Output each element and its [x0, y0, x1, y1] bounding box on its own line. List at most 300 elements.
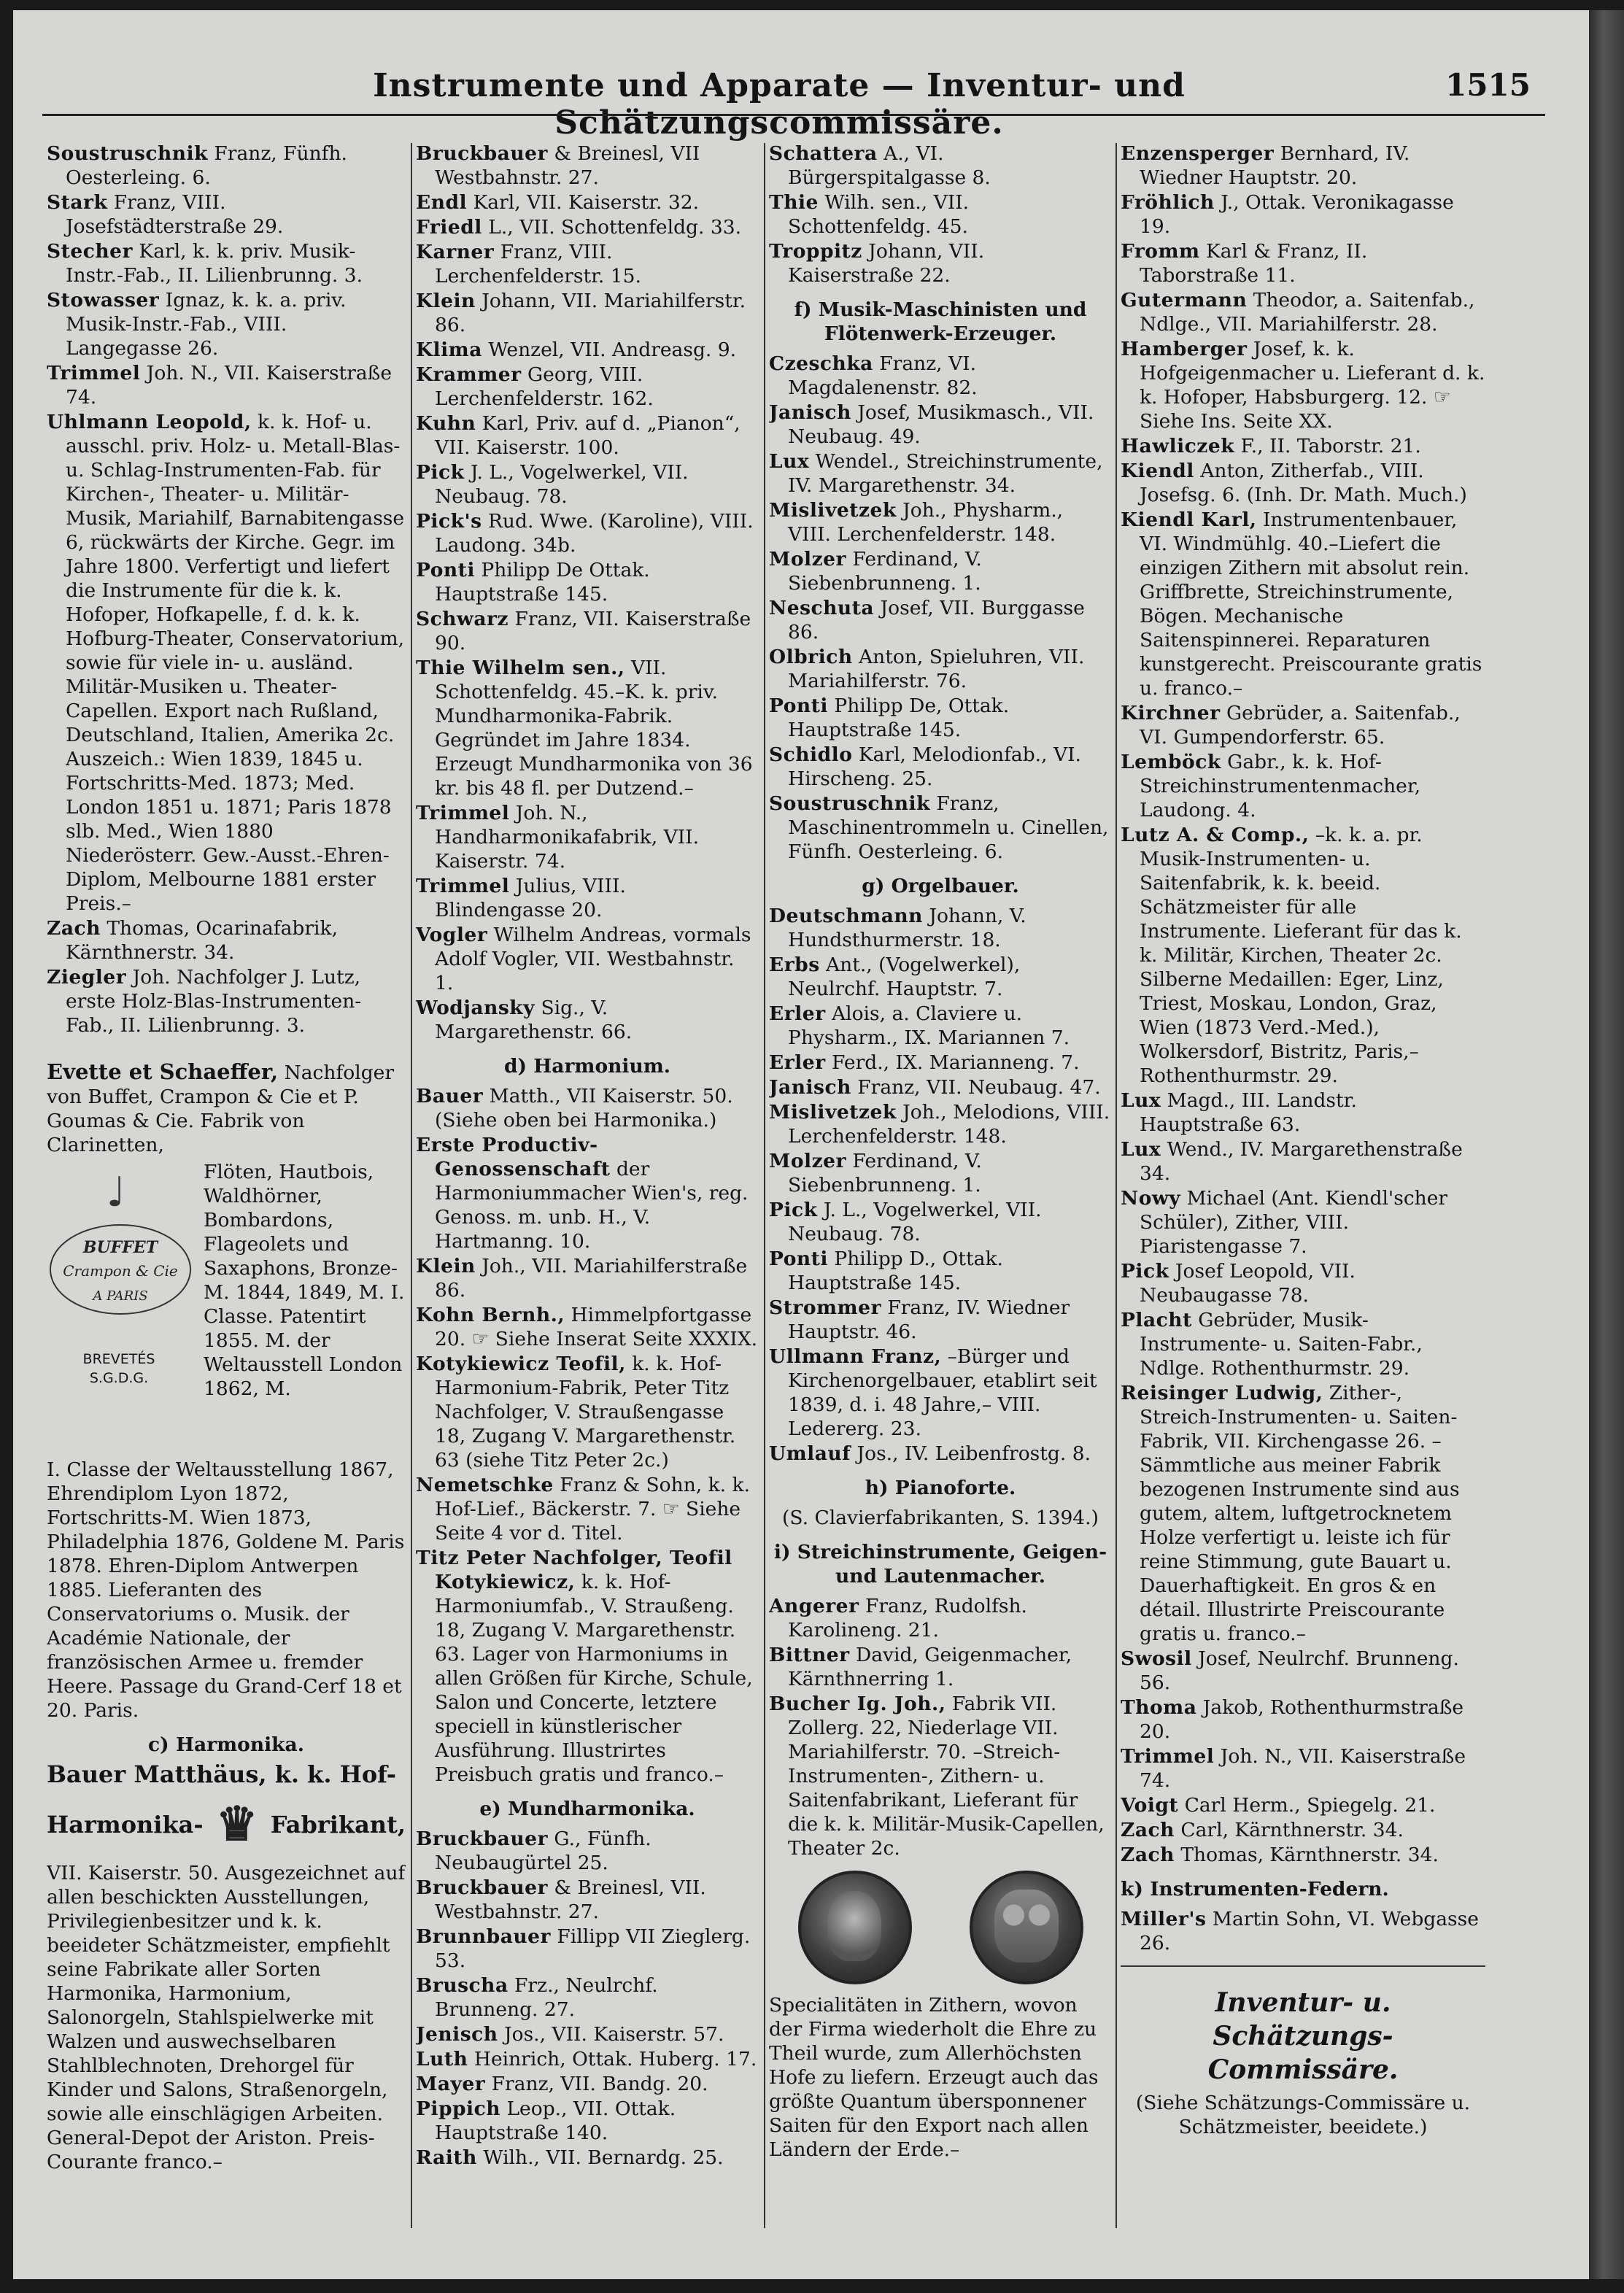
entry-name: Hawliczek [1121, 435, 1235, 457]
entry-text: Franz, VII. Kaiserstraße 90. [435, 608, 751, 654]
entry-list [769, 904, 1112, 1466]
list-item [416, 338, 759, 362]
entry-text: Julius, VIII. Blindengasse 20. [435, 875, 626, 921]
list-item [416, 460, 759, 509]
entry-text: Thomas, Kärnthnerstr. 34. [1174, 1844, 1439, 1866]
entry-text: Gebrüder, a. Saitenfab., VI. Gumpendorferstr. 65. [1140, 702, 1461, 749]
column-1 [47, 142, 406, 2235]
entry-name: Mislivetzek [769, 499, 897, 522]
entry-name: Lux [1121, 1138, 1161, 1161]
logo-line: BUFFET [82, 1238, 158, 1257]
entry-name: Ponti [769, 695, 828, 717]
entry-name: Kiendl [1121, 460, 1194, 482]
entry-name: Trimmel [47, 362, 141, 384]
entry-name: Enzensperger [1121, 142, 1275, 165]
entry-text: Nachfolger von Buffet, Crampon & Cie et P. Goumas & Cie. Fabrik von Clarinetten, [47, 1062, 395, 1156]
entry-list [416, 1827, 759, 2170]
list-item [416, 411, 759, 460]
entry-text: Franz & Sohn, k. k. Hof-Lief., Bäckerstr. 7. ☞ Siehe Seite 4 vor d. Titel. [435, 1474, 750, 1544]
list-item [416, 509, 759, 557]
entry-text: Michael (Ant. Kiendl'scher Schüler), Zither, VIII. Piaristengasse 7. [1140, 1187, 1448, 1258]
entry-text: Franz, VII. Neubaug. 47. [851, 1076, 1101, 1099]
entry-name: Bruckbauer [416, 1876, 548, 1899]
entry-text: Wilh., VII. Bernardg. 25. [476, 2146, 724, 2169]
entry-name: Thie [769, 191, 819, 214]
entry-text: Jakob, Rothenthurmstraße 20. [1140, 1696, 1464, 1743]
entry-list [769, 352, 1112, 864]
list-item [769, 1345, 1112, 1441]
entry-name: Reisinger Ludwig, [1121, 1382, 1323, 1404]
list-item [769, 694, 1112, 742]
entry-text: Franz, VII. Bandg. 20. [485, 2073, 708, 2095]
entry-text: Martin Sohn, VI. Webgasse 26. [1140, 1908, 1479, 1954]
list-item [1121, 288, 1485, 336]
bauer-title-line: Fabrikant, [270, 1810, 406, 1838]
list-item [47, 190, 406, 239]
entry-text: Josef, k. k. Hofgeigenmacher u. Lieferant d. k. k. Hofoper, Habsburgerg. 12. ☞ Siehe Ins. Seite XX. [1140, 338, 1485, 433]
section-heading: i) Streichinstrumente, Geigen- und Lautenmacher. [773, 1541, 1107, 1588]
entry-name: Zach [1121, 1819, 1175, 1841]
entry-text: Philipp D., Ottak. Hauptstraße 145. [788, 1248, 1003, 1294]
entry-name: Angerer [769, 1595, 859, 1617]
list-item [416, 289, 759, 337]
list-item [416, 874, 759, 922]
list-item [416, 1546, 759, 1787]
logo-line: S.G.D.G. [89, 1370, 149, 1386]
entry-text: J. L., Vogelwerkel, VII. Neubaug. 78. [788, 1199, 1042, 1245]
list-item [416, 2146, 759, 2170]
entry-text: Wilh. sen., VII. Schottenfeldg. 45. [788, 191, 970, 238]
list-item [416, 2047, 759, 2071]
entry-name: Raith [416, 2146, 477, 2169]
entry-text: Rud. Wwe. (Karoline), VIII. Laudong. 34b. [435, 510, 754, 557]
list-item [1121, 190, 1485, 239]
list-item [47, 142, 406, 190]
list-item [1121, 1818, 1485, 1842]
entry-name: Ullmann Franz, [769, 1345, 942, 1368]
page-edge [1589, 10, 1624, 2279]
portrait-medal-icon [798, 1871, 912, 1984]
list-item [416, 801, 759, 873]
spacer [47, 1038, 406, 1060]
entry-name: Pippich [416, 2097, 501, 2120]
section-heading: f) Musik-Maschinisten und Flötenwerk-Erzeuger. [794, 298, 1087, 345]
entry-text: Franz, VI. Magdalenenstr. 82. [788, 352, 978, 399]
entry-text: Fabrik VII. Zollerg. 22, Niederlage VII. Mariahilferstr. 70. –Streich-Instrumenten-, Zithern- u. Saitenfabrikant, Lieferant für die k. k. Militär-Musik-Capellen, Theater 2c. [788, 1693, 1105, 1860]
logo-line: BREVETÉS [82, 1351, 155, 1367]
bauer-title-line: Harmonika- [47, 1810, 204, 1838]
entry-text: Alois, a. Claviere u. Physharm., IX. Mariannen 7. [788, 1002, 1070, 1049]
brevetes-mark [50, 1350, 188, 1388]
entry-text: Joh. N., VII. Kaiserstraße 74. [66, 362, 393, 409]
entry-text: der Harmoniummacher Wien's, reg. Genoss. m. unb. H., V. Hartmanng. 10. [435, 1158, 749, 1253]
entry-text: Sig., V. Margarethenstr. 66. [435, 997, 633, 1043]
entry-name: Pick [416, 461, 465, 484]
entry-name: Wodjansky [416, 997, 535, 1019]
entry-name: Erste Productiv-Genossenschaft [416, 1134, 611, 1180]
entry-name: Czeschka [769, 352, 873, 375]
buffet-logo [47, 1160, 196, 1452]
entry-text: Josef, VII. Burggasse 86. [788, 597, 1085, 643]
entry-text: Wend., IV. Margarethenstraße 34. [1140, 1138, 1463, 1185]
entry-text: J., Ottak. Veronikagasse 19. [1140, 191, 1454, 238]
list-item [47, 361, 406, 409]
entry-text: Wenzel, VII. Andreasg. 9. [482, 339, 737, 361]
section-heading: h) Pianoforte. [865, 1477, 1016, 1499]
page-number: 1515 [1445, 67, 1531, 103]
list-item [416, 363, 759, 411]
list-item [1121, 434, 1485, 458]
entry-text: Heinrich, Ottak. Huberg. 17. [468, 2048, 757, 2070]
entry-text: k. k. Hof-Harmonium-Fabrik, Peter Titz Nachfolger, V. Straußengasse 18, Zugang V. Margarethenstr. 63 (siehe Titz Peter 2c.) [435, 1353, 736, 1472]
section-heading: c) Harmonika. [148, 1733, 304, 1756]
big-heading: Inventur- u. Schätzungs-Commissäre. [1207, 1987, 1399, 2085]
entry-text: Instrumentenbauer, VI. Windmühlg. 40.–Liefert die einzigen Zithern mit absolut rein. Griffbrette, Streichinstrumente, Bögen. Mechanische Saitenspinnerei. Reparaturen kunstgerecht. Preiscourante gratis u. franco.– [1140, 509, 1482, 700]
list-item [416, 1473, 759, 1545]
entry-name: Schidlo [769, 743, 853, 766]
directory-page [13, 10, 1589, 2279]
entry-text: Karl, VII. Kaiserstr. 32. [467, 191, 700, 214]
entry-list [416, 142, 759, 1044]
logo-line: Crampon & Cie [63, 1262, 178, 1280]
entry-text: Frz., Neulrchf. Brunneng. 27. [435, 1974, 658, 2021]
list-item [416, 923, 759, 995]
list-item [769, 142, 1112, 190]
entry-name: Ponti [416, 559, 475, 581]
list-item [1121, 823, 1485, 1088]
list-item [416, 996, 759, 1044]
section-note: (S. Clavierfabrikanten, S. 1394.) [782, 1507, 1099, 1529]
entry-list [47, 142, 406, 1037]
entry-name: Luth [416, 2048, 468, 2070]
list-item [1121, 1744, 1485, 1793]
list-item [47, 916, 406, 964]
list-item [1121, 1695, 1485, 1744]
entry-name: Ziegler [47, 966, 127, 989]
entry-name: Klein [416, 290, 476, 312]
list-item [416, 142, 759, 190]
entry-name: Deutschmann [769, 905, 923, 927]
entry-text: Johann, VII. Mariahilferstr. 86. [435, 290, 746, 336]
entry-text: Flöten, Hautbois, Waldhörner, Bombardons, Flageolets und Saxaphons, Bronze-M. 1844, 1849, M. I. Classe. Patentirt 1855. M. der Weltausstell London 1862, M. [204, 1161, 405, 1400]
entry-name: Soustruschnik [769, 792, 930, 815]
list-item [416, 1876, 759, 1924]
list-item [769, 904, 1112, 952]
list-item [769, 352, 1112, 400]
entry-text: Jos., IV. Leibenfrostg. 8. [851, 1442, 1091, 1465]
list-item [769, 792, 1112, 864]
entry-text: Matth., VII Kaiserstr. 50. (Siehe oben bei Harmonika.) [435, 1085, 733, 1132]
list-item [416, 607, 759, 655]
entry-name: Troppitz [769, 240, 862, 263]
entry-name: Nemetschke [416, 1474, 554, 1496]
entry-text: Ferdinand, V. Siebenbrunneng. 1. [788, 548, 982, 595]
list-item [1121, 1259, 1485, 1307]
entry-text: Joh. Nachfolger J. Lutz, erste Holz-Blas-Instrumenten-Fab., II. Lilienbrunng. 3. [66, 966, 362, 1037]
entry-text: Karl, k. k. priv. Musik-Instr.-Fab., II. Lilienbrunng. 3. [66, 240, 363, 287]
column-rule [1115, 143, 1117, 2228]
entry-name: Miller's [1121, 1908, 1207, 1930]
list-item [1121, 337, 1485, 433]
entry-text: Himmelpfortgasse 20. ☞ Siehe Inserat Seite XXXIX. [435, 1304, 758, 1350]
entry-text: Franz, IV. Wiedner Hauptstr. 46. [788, 1296, 1070, 1343]
list-item [416, 190, 759, 214]
entry-name: Bauer [416, 1085, 484, 1107]
list-item [416, 2097, 759, 2145]
list-item [1121, 1089, 1485, 1137]
entry-name: Erler [769, 1002, 826, 1025]
entry-text: Franz, Rudolfsh. Karolineng. 21. [788, 1595, 1027, 1642]
entry-text: k. k. Hof-Harmoniumfab., V. Straußeng. 18, Zugang V. Margarethenstr. 63. Lager von Harmoniums in allen Größen für Kirche, Schule, Salon und Concerte, letztere speciell in künstlerischer Ausführung. Illustrirtes Preisbuch gratis und franco.– [435, 1571, 753, 1786]
entry-name: Karner [416, 241, 495, 263]
list-item [769, 401, 1112, 449]
list-item [1121, 1137, 1485, 1186]
entry-text: VII. Schottenfeldg. 45.–K. k. priv. Mundharmonika-Fabrik. Gegründet im Jahre 1834. Erzeugt Mundharmonika von 36 kr. bis 48 fl. per Dutzend.– [435, 657, 753, 800]
entry-name: Soustruschnik [47, 142, 208, 165]
column-4 [1121, 142, 1485, 2235]
list-item [416, 1925, 759, 1973]
column-2 [416, 142, 759, 2235]
entry-text: Karl, Melodionfab., VI. Hirscheng. 25. [788, 743, 1081, 790]
entry-name: Kohn Bernh., [416, 1304, 565, 1326]
entry-name: Mayer [416, 2073, 486, 2095]
list-item [769, 1002, 1112, 1050]
list-item [769, 239, 1112, 287]
list-item [416, 1352, 759, 1472]
entry-text: Ant., (Vogelwerkel), Neulrchf. Hauptstr. 7. [788, 954, 1021, 1000]
entry-name: Lux [1121, 1089, 1161, 1112]
entry-list [416, 1084, 759, 1787]
entry-text: G., Fünfh. Neubaugürtel 25. [435, 1828, 651, 1874]
medal-figures [994, 1890, 1059, 1963]
list-item [769, 645, 1112, 693]
section-heading: k) Instrumenten-Federn. [1121, 1878, 1389, 1900]
entry-list [769, 1594, 1112, 1860]
list-item [769, 1149, 1112, 1197]
list-item [769, 1692, 1112, 1860]
entry-name: Kirchner [1121, 702, 1221, 724]
list-item [416, 215, 759, 239]
entry-text: F., II. Taborstr. 21. [1234, 435, 1421, 457]
entry-text: Gabr., k. k. Hof-Streichinstrumentenmacher, Laudong. 4. [1140, 751, 1421, 821]
entry-name: Nowy [1121, 1187, 1181, 1210]
page-header [13, 67, 1574, 142]
entry-name: Placht [1121, 1309, 1192, 1331]
entry-name: Stark [47, 191, 108, 214]
entry-text: Magd., III. Landstr. Hauptstraße 63. [1140, 1089, 1357, 1136]
entry-name: Pick [769, 1199, 818, 1221]
buffet-oval-stamp [50, 1224, 191, 1315]
header-rule [42, 114, 1545, 116]
list-item [47, 239, 406, 287]
buffet-advert [47, 1160, 406, 1452]
entry-text: k. k. Hof- u. ausschl. priv. Holz- u. Metall-Blas- u. Schlag-Instrumenten-Fab. für Kirchen-, Theater- u. Militär-Musik, Mariahilf, Barnabitengasse 6, rückwärts der Kirche. Gegr. im Jahre 1800. Verfertigt und liefert die Instrumente für die k. k. Hofoper, Hofkapelle, f. d. k. k. Hofburg-Theater, Conservatorium, sowie für viele in- u. ausländ. Militär-Musiken u. Theater-Capellen. Export nach Rußland, Deutschland, Italien, Amerika 2c. Auszeich.: Wien 1839, 1845 u. Fortschritts-Med. 1873; Med. London 1851 u. 1871; Paris 1878 slb. Med., Wien 1880 Niederösterr. Gew.-Ausst.-Ehren-Diplom, Melbourne 1881 erster Preis.– [66, 411, 405, 915]
entry-name: Zach [1121, 1844, 1175, 1866]
section-note: (Siehe Schätzungs-Commissäre u. Schätzmeister, beeidete.) [1135, 2092, 1471, 2138]
list-item [1121, 508, 1485, 700]
list-item [769, 953, 1112, 1001]
entry-name: Bucher Ig. Joh., [769, 1693, 946, 1715]
entry-name: Bruscha [416, 1974, 509, 1997]
entry-text: Franz, Maschinentrommeln u. Cinellen, Fünfh. Oesterleing. 6. [788, 792, 1109, 863]
entry-name: Olbrich [769, 646, 853, 668]
entry-name: Janisch [769, 401, 851, 424]
bauer-title [47, 1793, 406, 1857]
list-item [769, 498, 1112, 546]
entry-name: Molzer [769, 548, 846, 571]
divider [1121, 1965, 1485, 1967]
list-item [1121, 459, 1485, 507]
entry-name: Krammer [416, 363, 522, 386]
list-item [1121, 1308, 1485, 1380]
entry-text: Joh. N., VII. Kaiserstraße 74. [1140, 1745, 1466, 1792]
entry-text: Leop., VII. Ottak. Hauptstraße 140. [435, 2097, 676, 2144]
list-item [1121, 239, 1485, 287]
entry-name: Lux [769, 450, 810, 473]
list-item [769, 1247, 1112, 1295]
entry-text: Philipp De Ottak. Hauptstraße 145. [435, 559, 650, 606]
list-item [1121, 142, 1485, 190]
entry-text: Karl & Franz, II. Taborstraße 11. [1140, 240, 1368, 287]
entry-text: Carl Herm., Spiegelg. 21. [1178, 1794, 1436, 1817]
list-item [1121, 1647, 1485, 1695]
list-item [769, 596, 1112, 644]
list-item [769, 1198, 1112, 1246]
lyre-icon: ♩ [106, 1169, 126, 1216]
entry-name: Pick's [416, 510, 482, 533]
entry-text: Zither-, Streich-Instrumenten- u. Saiten-Fabrik, VII. Kirchengasse 26. –Sämmtliche aus meiner Fabrik bezogenen Instrumente sind aus gutem, altem, luftgetrocknetem Holze verfertigt u. leiste ich für reine Stimmung, gute Bauart u. Dauerhaftigkeit. En gros & en détail. Illustrirte Preiscourante gratis u. franco.– [1140, 1382, 1460, 1645]
entry-name: Stecher [47, 240, 133, 263]
list-item [416, 1973, 759, 2022]
list-item [769, 1100, 1112, 1148]
entry-name: Evette et Schaeffer, [47, 1059, 279, 1084]
list-item [769, 1442, 1112, 1466]
entry-list [1121, 1907, 1485, 1955]
entry-name: Stowasser [47, 289, 160, 312]
entry-text: Franz, VIII. Lerchenfelderstr. 15. [435, 241, 641, 287]
list-item [47, 288, 406, 360]
entry-text: I. Classe der Weltausstellung 1867, Ehrendiplom Lyon 1872, Fortschritts-M. Wien 1873, Philadelphia 1876, Goldene M. Paris 1878. Ehren-Diplom Antwerpen 1885. Lieferanten des Conservatoriums o. Musik. der Académie Nationale, der französischen Armee u. fremder Heere. Passage du Grand-Cerf 18 et 20. Paris. [47, 1458, 405, 1722]
entry-text: Philipp De, Ottak. Hauptstraße 145. [788, 695, 1010, 741]
entry-name: Titz Peter Nachfolger, Teofil Kotykiewicz, [416, 1547, 732, 1593]
list-item [416, 558, 759, 606]
entry-name: Endl [416, 191, 468, 214]
entry-text: Franz, Fünfh. Oesterleing. 6. [66, 142, 347, 189]
entry-text: Wilhelm Andreas, vormals Adolf Vogler, VII. Westbahnstr. 1. [435, 924, 751, 994]
entry-name: Mislivetzek [769, 1101, 897, 1124]
list-item [416, 1254, 759, 1302]
list-item [769, 1296, 1112, 1344]
entry-text: Gebrüder, Musik-Instrumente- u. Saiten-Fabr., Ndlge. Rothenthurmstr. 29. [1140, 1309, 1423, 1380]
double-eagle-icon: ♛ [216, 1797, 258, 1852]
entry-name: Neschuta [769, 597, 875, 619]
section-heading: d) Harmonium. [503, 1055, 671, 1078]
list-item [769, 190, 1112, 239]
entry-name: Gutermann [1121, 289, 1248, 312]
entry-name: Erler [769, 1051, 826, 1074]
list-item [769, 547, 1112, 595]
bauer-title [47, 1760, 406, 1788]
list-item [769, 1643, 1112, 1691]
entry-name: Voigt [1121, 1794, 1179, 1817]
column-3 [769, 142, 1112, 2235]
entry-text: Anton, Spieluhren, VII. Mariahilferstr. 76. [788, 646, 1085, 692]
list-item [1121, 1793, 1485, 1817]
list-item [416, 240, 759, 288]
entry-name: Lemböck [1121, 751, 1221, 773]
list-item [416, 2022, 759, 2046]
running-title: Instrumente und Apparate — Inventur- und Schätzungscommissäre. [373, 67, 1186, 142]
entry-name: Uhlmann Leopold, [47, 411, 252, 433]
column-rule [764, 143, 765, 2228]
entry-name: Jenisch [416, 2023, 498, 2046]
entry-name: Umlauf [769, 1442, 851, 1465]
entry-text: Ferd., IX. Marianneng. 7. [825, 1051, 1080, 1074]
entry-text: Joh. N., Handharmonikafabrik, VII. Kaiserstr. 74. [435, 802, 700, 873]
entry-text: Josef, Musikmasch., VII. Neubaug. 49. [788, 401, 1094, 448]
column-rule [411, 143, 412, 2228]
entry-name: Kiendl Karl, [1121, 509, 1257, 531]
entry-name: Thie Wilhelm sen., [416, 657, 625, 679]
entry-name: Ponti [769, 1248, 828, 1270]
bauer-title-line: Bauer Matthäus, k. k. Hof- [47, 1760, 397, 1788]
figures-medal-icon [970, 1871, 1083, 1984]
list-item [1121, 701, 1485, 749]
entry-name: Klima [416, 339, 482, 361]
entry-name: Pick [1121, 1260, 1169, 1283]
entry-name: Kuhn [416, 412, 476, 435]
list-item [769, 1051, 1112, 1075]
entry-text: Joh., Physharm., VIII. Lerchenfelderstr. 148. [788, 499, 1064, 546]
entry-name: Schattera [769, 142, 878, 165]
entry-name: Fromm [1121, 240, 1200, 263]
list-item [416, 1133, 759, 1253]
entry-name: Molzer [769, 1150, 846, 1172]
entry-text: Specialitäten in Zithern, wovon der Firma wiederholt die Ehre zu Theil wurde, zum Allerhöchsten Hofe zu liefern. Erzeugt auch das größte Quantum übersponnener Saiten für den Export nach allen Ländern der Erde.– [769, 1994, 1099, 2161]
entry-text: Ferdinand, V. Siebenbrunneng. 1. [788, 1150, 982, 1196]
entry-name: Thoma [1121, 1696, 1197, 1719]
entry-text: Anton, Zitherfab., VIII. Josefsg. 6. (Inh. Dr. Math. Much.) [1140, 460, 1467, 506]
list-item [1121, 1843, 1485, 1867]
entry-name: Trimmel [416, 802, 510, 824]
entry-name: Klein [416, 1255, 476, 1277]
entry-list [769, 142, 1112, 287]
entry-text: –k. k. a. pr. Musik-Instrumenten- u. Saitenfabrik, k. k. beeid. Schätzmeister für alle Instrumente. Lieferant für das k. k. Militär, Kirchen, Theater 2c. Silberne Medaillen: Eger, Linz, Triest, Moskau, London, Graz, Wien (1873 Verd.-Med.), Wolkersdorf, Bistritz, Paris,– Rothenthurmstr. 29. [1140, 824, 1462, 1087]
list-item [416, 656, 759, 800]
entry-text: L., VII. Schottenfeldg. 33. [482, 216, 742, 239]
medal-portrait [827, 1891, 881, 1961]
entry-text: Joh., VII. Mariahilferstraße 86. [435, 1255, 748, 1302]
entry-text: Fillipp VII Zieglerg. 53. [435, 1925, 751, 1972]
entry-name: Fröhlich [1121, 191, 1215, 214]
list-item [769, 1594, 1112, 1642]
list-item [1121, 1186, 1485, 1258]
entry-text: Ignaz, k. k. a. priv. Musik-Instr.-Fab., VIII. Langegasse 26. [66, 289, 347, 360]
entry-name: Hamberger [1121, 338, 1248, 360]
entry-name: Bruckbauer [416, 1828, 548, 1850]
entry-text: –Bürger und Kirchenorgelbauer, etablirt seit 1839, d. i. 48 Jahre,– VIII. Ledererg. 23. [788, 1345, 1097, 1440]
entry-text: & Breinesl, VII Westbahnstr. 27. [435, 142, 700, 189]
entry-name: Swosil [1121, 1647, 1192, 1670]
entry-text: Georg, VIII. Lerchenfelderstr. 162. [435, 363, 654, 410]
entry-text: Josef, Neulrchf. Brunneng. 56. [1140, 1647, 1459, 1694]
entry-text: Joh., Melodions, VIII. Lerchenfelderstr. 148. [788, 1101, 1110, 1148]
entry-text: & Breinesl, VII. Westbahnstr. 27. [435, 1876, 706, 1923]
list-item [1121, 1381, 1485, 1646]
entry-text: VII. Kaiserstr. 50. Ausgezeichnet auf allen beschickten Ausstellungen, Privilegienbesitzer und k. k. beeideter Schätzmeister, empfiehlt seine Fabrikate aller Sorten Harmonika, Harmonium, Salonorgeln, Stahlspielwerke mit Walzen und auswechselbaren Stahlblechnoten, Drehorgel für Kinder und Salons, Straßenorgeln, sowie alle einschlägigen Arbeiten. General-Depot der Ariston. Preis-Courante franco.– [47, 1862, 406, 2173]
entry-text: Carl, Kärnthnerstr. 34. [1174, 1819, 1404, 1841]
entry-name: Janisch [769, 1076, 851, 1099]
